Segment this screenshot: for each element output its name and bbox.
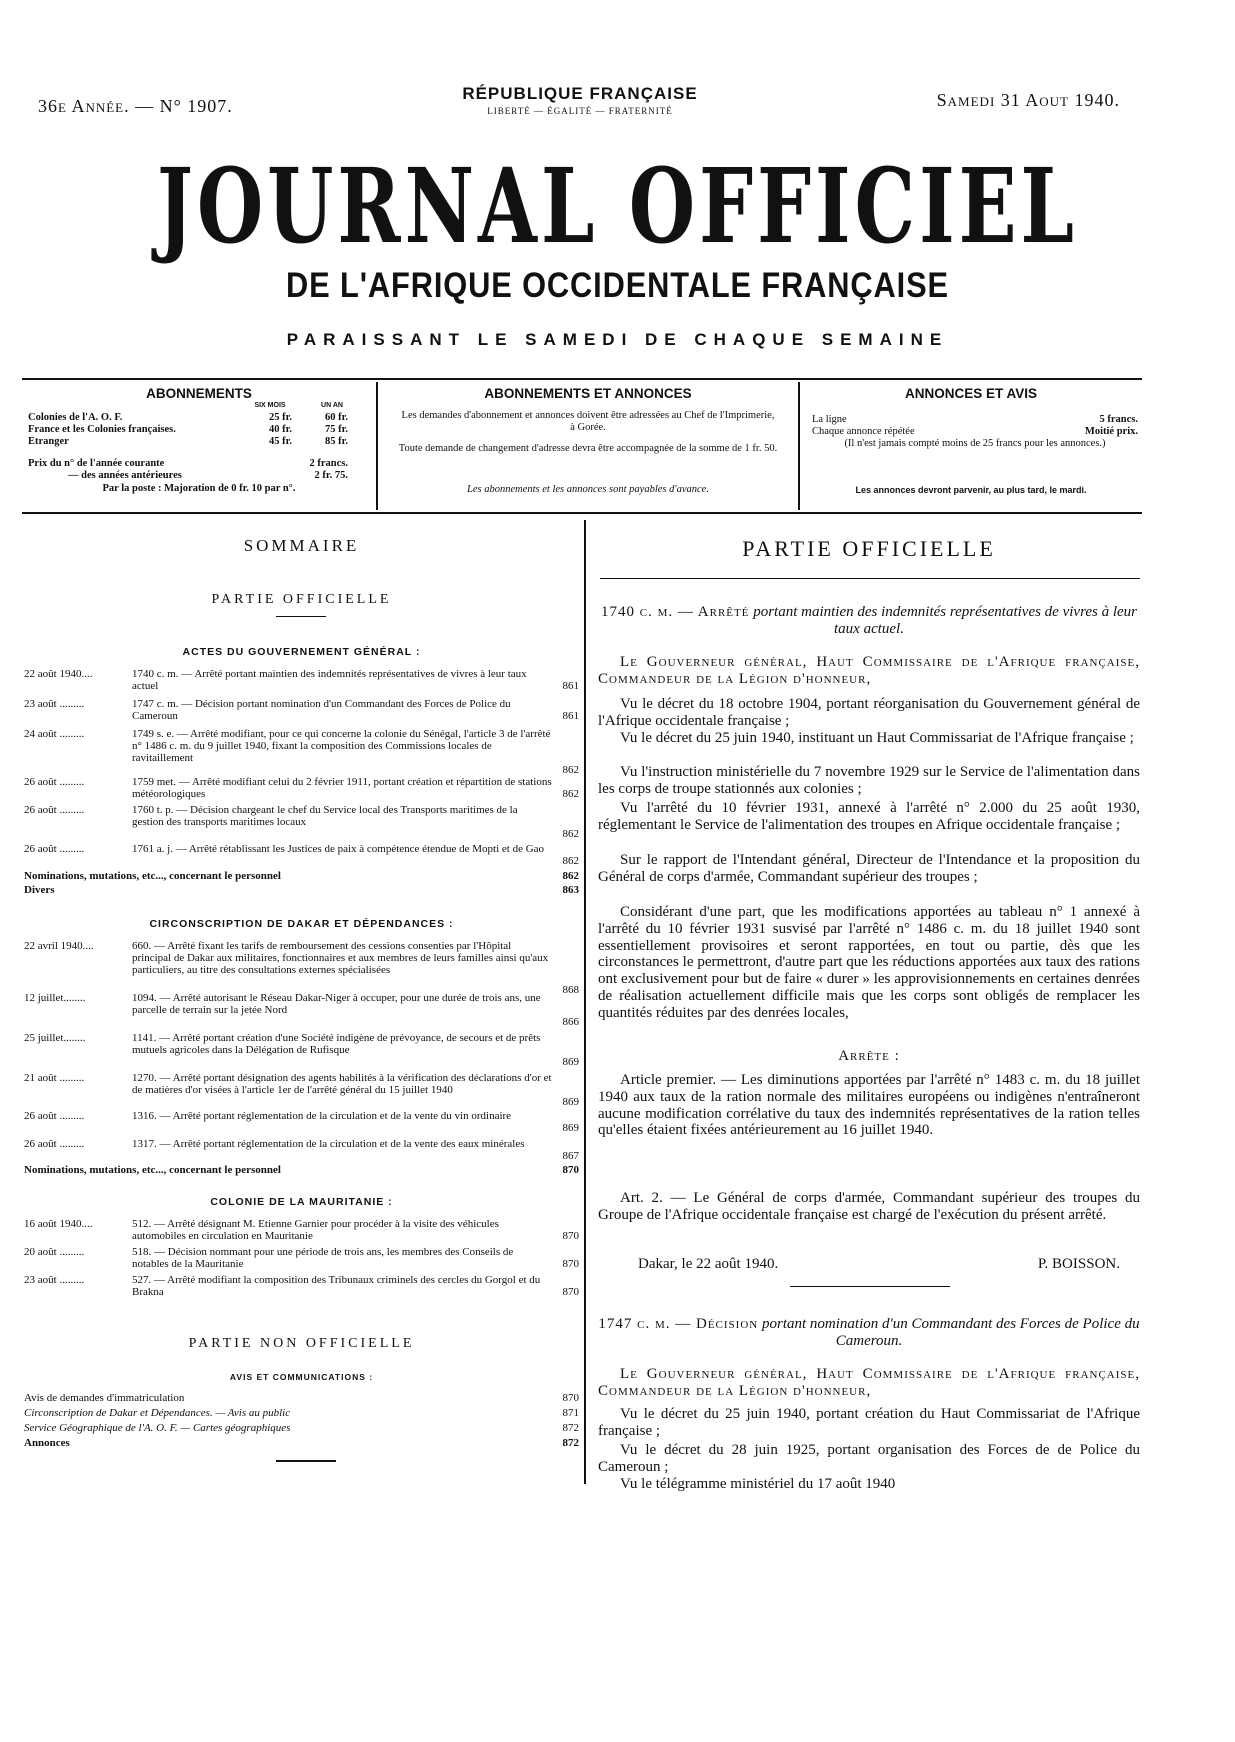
toc-part-official: PARTIE OFFICIELLE: [211, 592, 392, 607]
center-heading: ABONNEMENTS ET ANNONCES: [484, 386, 692, 401]
paragraph: Sur le rapport de l'Intendant général, Directeur de l'Intendance et la proposition du Général de corps d'armée, Commandant supérieur des troupes ;: [598, 852, 1140, 885]
journal-title: JOURNAL OFFICIEL: [156, 146, 1078, 267]
paragraph: Considérant d'une part, que les modifications apportées au tableau n° 1 annexé à l'arrêté du 10 février 1931 susvisé par l'arrêté n° 1486 c. m. du 18 juillet 1940 sont essentiellement provisoires et seront rapportées, en tout ou partie, dès que les circonstances le permettront, d'autre part que les réductions apportées aux taux des rations ont exclusivement pour but de faire « durer » les approvisionnements en certaines denrées de réalisation actuellement difficile mais que les corps sont obligés de remplacer les quantités réduites par des denrées locales,: [598, 904, 1140, 1021]
col-six-months: SIX MOIS: [254, 402, 286, 409]
paragraph: Vu le télégramme ministériel du 17 août 1940: [620, 1476, 896, 1492]
issue-date: Samedi 31 Aout 1940.: [936, 90, 1120, 110]
paragraph: Vu le décret du 25 juin 1940, instituant un Haut Commissariat de l'Afrique française ;: [620, 730, 1134, 746]
col-one-year: UN AN: [321, 402, 343, 409]
divider: [600, 578, 1140, 579]
center-text-3: Les abonnements et les annonces sont payables d'avance.: [467, 484, 709, 495]
republic-title: RÉPUBLIQUE FRANÇAISE: [462, 84, 698, 103]
ads-minimum-note: (Il n'est jamais compté moins de 25 francs pour les annonces.): [844, 438, 1106, 449]
journal-subtitle: DE L'AFRIQUE OCCIDENTALE FRANÇAISE: [286, 266, 949, 305]
republic-motto: LIBERTÉ — ÉGALITÉ — FRATERNITÉ: [487, 106, 673, 116]
divider-ornament: [276, 1460, 336, 1462]
paragraph: Vu l'instruction ministérielle du 7 novembre 1929 sur le Service de l'alimentation dans les corps de troupe stationnés aux colonies ;: [598, 764, 1140, 797]
ads-deadline: Les annonces devront parvenir, au plus tard, le mardi.: [855, 485, 1087, 495]
toc-section-gov: ACTES DU GOUVERNEMENT GÉNÉRAL :: [182, 646, 421, 658]
paragraph: Vu l'arrêté du 10 février 1931, annexé à l'arrêté n° 2.000 du 25 août 1930, réglementant le Service de l'alimentation des troupes en Afrique occidentale française ;: [598, 800, 1140, 833]
divider: [790, 1286, 950, 1287]
governor-preamble: Le Gouverneur général, Haut Commissaire de l'Afrique française, Commandeur de la Légion d'honneur,: [598, 654, 1140, 687]
paragraph: Vu le décret du 25 juin 1940, portant création du Haut Commissariat de l'Afrique française ;: [598, 1406, 1140, 1439]
column-separator: [584, 520, 586, 1484]
ads-line-price: La ligne 5 francs.: [812, 414, 1138, 425]
divider: [276, 616, 326, 617]
paragraph: Vu le décret du 28 juin 1925, portant organisation des Forces de de Police du Cameroun ;: [598, 1442, 1140, 1475]
toc-part-unofficial: PARTIE NON OFFICIELLE: [188, 1336, 415, 1351]
republic-block: [420, 84, 740, 116]
post-surcharge: Par la poste : Majoration de 0 fr. 10 par n°.: [102, 483, 296, 494]
center-text-2: Toute demande de changement d'adresse devra être accompagnée de la somme de 1 fr. 50.: [398, 443, 778, 454]
toc-section-mauritanie: COLONIE DE LA MAURITANIE :: [210, 1196, 393, 1208]
subscriptions-heading: ABONNEMENTS: [146, 386, 252, 401]
journal-tagline: PARAISSANT LE SAMEDI DE CHAQUE SEMAINE: [286, 330, 949, 349]
toc-section-dakar: CIRCONSCRIPTION DE DAKAR ET DÉPENDANCES :: [149, 918, 454, 930]
governor-preamble: Le Gouverneur général, Haut Commissaire de l'Afrique française, Commandeur de la Légion d'honneur,: [598, 1366, 1140, 1399]
paragraph: Vu le décret du 18 octobre 1904, portant réorganisation du Gouvernement général de l'Afrique occidentale française ;: [598, 696, 1140, 729]
toc-section-avis: AVIS ET COMMUNICATIONS :: [229, 1372, 374, 1382]
article-title: 1747 c. m. — Décision portant nomination d'un Commandant des Forces de Police du Cameroun.: [598, 1316, 1140, 1349]
subscription-box: ABONNEMENTS SIX MOIS UN AN Colonies de l'A. O. F. 25 fr. 60 fr. France et les Colonies françaises. 40 fr. 75 fr. Etranger 45 fr. 85 fr. Prix du n° de l'année courante 2 francs. — des années antérieures 2 fr. 75. Par la poste : Majoration de 0 fr. 10 par n°. ABONNEMENTS ET ANNONCES Les demandes d'abonnement et annonces doivent être adressées au Chef de l'Imprimerie, à Gorée. Toute demande de changement d'adresse devra être accompagnée de la somme de 1 fr. 50. Les abonnements et les annonces sont payables d'avance. ANNONCES ET AVIS La ligne 5 francs. Chaque annonce répétée Moitié prix. (Il n'est jamais compté moins de 25 francs pour les annonces.) Les annonces devront parvenir, au plus tard, le mardi.: [22, 378, 1142, 514]
ads-heading: ANNONCES ET AVIS: [904, 386, 1037, 401]
box-divider: [376, 382, 378, 510]
toc-heading: SOMMAIRE: [243, 536, 360, 555]
signature-line: Dakar, le 22 août 1940. P. BOISSON.: [638, 1256, 1120, 1272]
official-heading: PARTIE OFFICIELLE: [742, 536, 996, 561]
article-2: Art. 2. — Le Général de corps d'armée, Commandant supérieur des troupes du Groupe de l'Afrique occidentale française est chargé de l'exécution du présent arrêté.: [598, 1190, 1140, 1223]
article-title: 1740 c. m. — Arrêté portant maintien des indemnités représentatives de vivres à leur taux actuel.: [600, 604, 1138, 637]
ads-repeat-price: Chaque annonce répétée Moitié prix.: [812, 426, 1138, 437]
issue-number: 36e Année. — N° 1907.: [38, 96, 233, 116]
arrete-heading: Arrête :: [838, 1048, 900, 1064]
article-1: Article premier. — Les diminutions apportées par l'arrêté n° 1483 c. m. du 18 juillet 1940 aux taux de la ration normale des militaires européens ou indigènes n'entraîneront aucune modification corrélative du taux des indemnités représentatives de la ration telles qu'elles étaient fixées antérieurement au 16 juillet 1940.: [598, 1072, 1140, 1139]
center-text-1: Les demandes d'abonnement et annonces doivent être adressées au Chef de l'Imprimerie, à Gorée.: [401, 410, 775, 433]
